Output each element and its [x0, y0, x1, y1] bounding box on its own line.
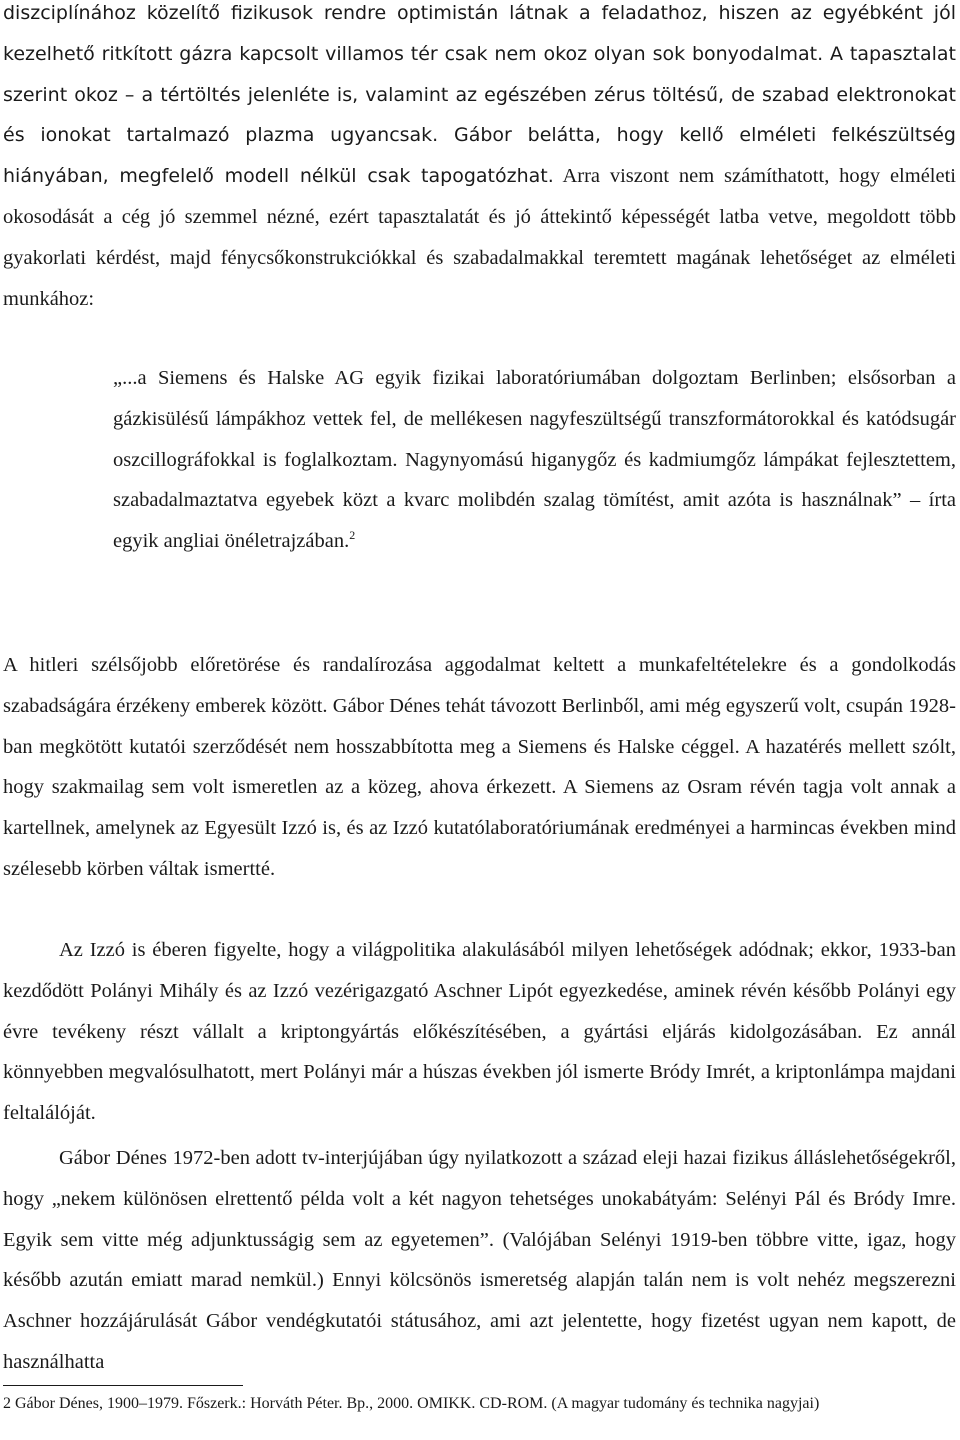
paragraph-lead-text: diszciplínához közelítő fizikusok rendre optimistán látnak a feladathoz, hiszen az egyébként jól kezelhető ritkított gázra kapcsolt villamos tér csak nem okoz olyan sok bonyodalmat. A tapasztalat szerint okoz – a tértöltés jelenléte is, valamint az egészében zérus töltésű, de szabad elektronokat és ionokat tartalmazó plazma ugyancsak. Gábor belátta, hogy kellő elméleti felkészültség hiányában, megfelelő modell nélkül csak tapogatózhat. — [3, 2, 956, 188]
paragraph-continued — [3, 0, 956, 319]
footnote: 2 Gábor Dénes, 1900–1979. Főszerk.: Horváth Péter. Bp., 2000. OMIKK. CD-ROM. (A magyar tudomány és technika nagyjai) — [3, 1395, 820, 1412]
footnote-divider — [3, 1385, 243, 1386]
paragraph-rest-text: Arra viszont nem számíthatott, hogy elméleti okosodását a cég jó szemmel nézné, ezért tapasztalatát és jó áttekintő képességét latba vetve, megoldott több gyakorlati kérdést, majd fénycsőkonstrukciókkal és szabadalmakkal teremtett magának lehetőséget az elméleti munkához: — [3, 165, 956, 310]
block-quote — [113, 358, 956, 562]
footnote-reference: 2 — [349, 528, 356, 543]
paragraph-interview: Gábor Dénes 1972-ben adott tv-interjújában úgy nyilatkozott a század eleji hazai fizikus álláslehetőségekről, hogy „nekem különösen elrettentő példa volt a két nagyon tehetséges unokabátyám: Selényi Pál és Bródy Imre. Egyik sem vitte még adjunktusságig sem az egyetemen”. (Valójában Selényi 1919-ben többre vitte, igaz, hogy később azután emiatt marad nemkül.) Ennyi kölcsönös ismeretség alapján talán nem is volt nehéz megszerezni Aschner hozzájárulását Gábor vendégkutatói státusához, ami azt jelentette, hogy fizetést ugyan nem kapott, de használhatta — [3, 1147, 956, 1373]
paragraph-hitler: A hitleri szélsőjobb előretörése és randalírozása aggodalmat keltett a munkafeltételekre és a gondolkodás szabadságára érzékeny emberek között. Gábor Dénes tehát távozott Berlinből, ami még egyszerű volt, csupán 1928-ban megkötött kutatói szerződését nem hosszabbította meg a Siemens és Halske céggel. A hazatérés mellett szólt, hogy szakmailag sem volt ismeretlen az a közeg, ahova érkezett. A Siemens az Osram révén tagja volt annak a kartellnek, amelynek az Egyesült Izzó is, és az Izzó kutatólaboratóriumának eredményei a harmincas években mind szélesebb körben váltak ismertté. — [3, 654, 956, 880]
paragraph-izzo: Az Izzó is éberen figyelte, hogy a világpolitika alakulásából milyen lehetőségek adódnak; ekkor, 1933-ban kezdődött Polányi Mihály és az Izzó vezérigazgató Aschner Lipót egyezkedése, aminek révén később Polányi egy évre tevékeny részt vállalt a kriptongyártás előkészítésében, a gyártási eljárás kidolgozásában. Ez annál könnyebben megvalósulhatott, mert Polányi már a húszas években jól ismerte Bródy Imrét, a kriptonlámpa majdani feltalálóját. — [3, 939, 956, 1125]
quote-text: „...a Siemens és Halske AG egyik fizikai laboratóriumában dolgoztam Berlinben; elsősorban a gázkisülésű lámpákhoz vettek fel, de mellékesen nagyfeszültségű transzformátorokkal és katódsugár oszcillográfokkal is foglalkoztam. Nagynyomású higanygőz és kadmiumgőz lámpákat fejlesztettem, szabadalmaztatva egyebek közt a kvarc molibdén szalag tömítést, amit azóta is használnak” – írta egyik angliai önéletrajzában. — [113, 367, 956, 553]
